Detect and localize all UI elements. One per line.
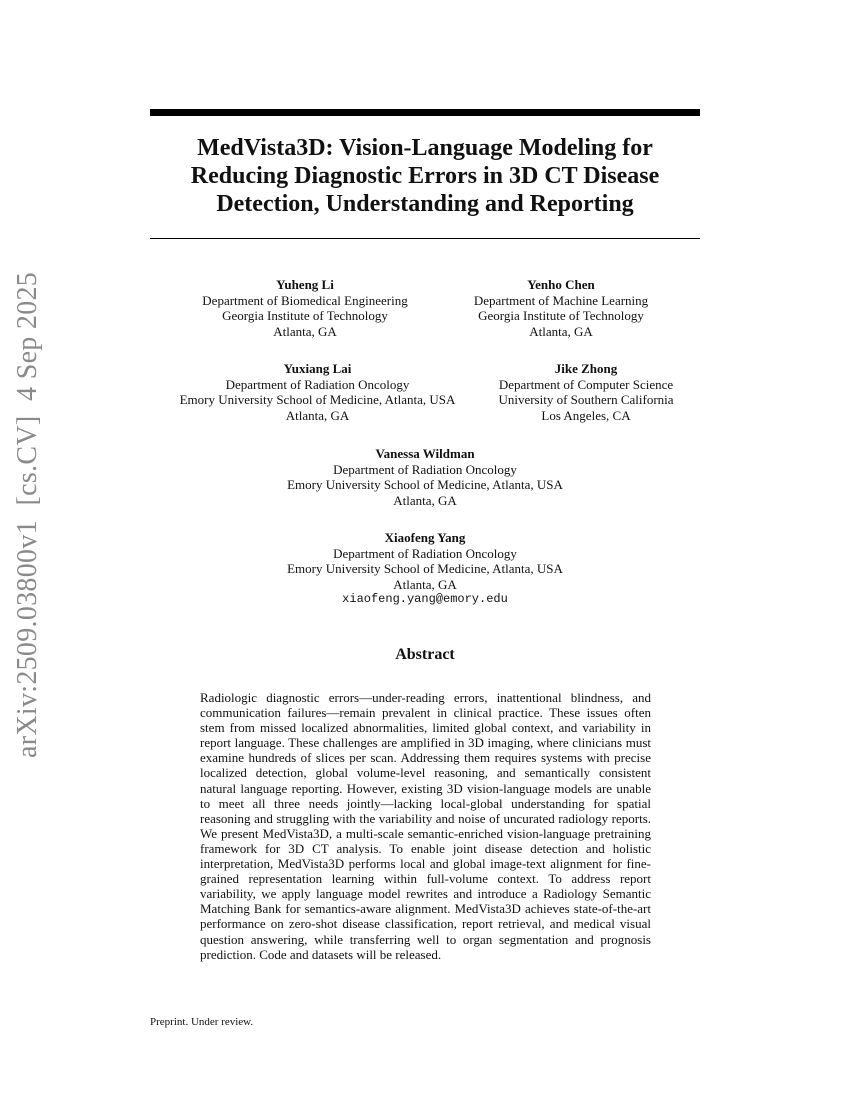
author-name: Xiaofeng Yang	[384, 530, 466, 545]
author-institution: Georgia Institute of Technology	[222, 308, 388, 323]
author-location: Atlanta, GA	[285, 407, 350, 423]
author-block-3	[160, 361, 475, 423]
author-name: Vanessa Wildman	[375, 446, 475, 461]
author-location: Los Angeles, CA	[541, 407, 631, 423]
author-institution: Georgia Institute of Technology	[478, 308, 644, 323]
author-name: Yuheng Li	[276, 277, 334, 292]
author-institution: University of Southern California	[498, 392, 674, 407]
footer-note: Preprint. Under review.	[150, 1016, 254, 1028]
author-block-5	[150, 446, 700, 508]
author-department: Department of Machine Learning	[473, 292, 649, 308]
author-block-6	[150, 530, 700, 608]
author-department: Department of Computer Science	[498, 376, 674, 392]
author-location: Atlanta, GA	[273, 323, 337, 339]
title-top-rule	[150, 109, 700, 116]
paper-title: MedVista3D: Vision-Language Modeling for Reducing Diagnostic Errors in 3D CT Disease Detection, Understanding and Reporting	[190, 135, 660, 217]
arxiv-identifier-stamp: arXiv:2509.03800v1 [cs.CV] 4 Sep 2025	[12, 271, 43, 758]
author-institution: Emory University School of Medicine, Atlanta, USA	[179, 392, 456, 407]
author-name: Yenho Chen	[527, 277, 595, 292]
author-department: Department of Radiation Oncology	[225, 376, 410, 392]
author-institution: Emory University School of Medicine, Atlanta, USA	[287, 477, 563, 492]
abstract-text: Radiologic diagnostic errors—under-reading errors, inattentional blindness, and communication failures—remain prevalent in clinical practice. These issues often stem from missed localized abnormalities, limited global context, and variability in report language. These challenges are amplified in 3D imaging, where clinicians must examine hundreds of slices per scan. Addressing them requires systems with precise localized detection, global volume-level reasoning, and semantically consistent natural language reporting. However, existing 3D vision-language models are unable to meet all three needs jointly—lacking local-global understanding for spatial reasoning and struggling with the variability and noise of uncurated radiology reports. We present MedVista3D, a multi-scale semantic-enriched vision-language pretraining framework for 3D CT analysis. To enable joint disease detection and holistic interpretation, MedVista3D performs local and global image-text alignment for fine-grained representation learning within full-volume context. To address report variability, we apply language model rewrites and introduce a Radiology Semantic Matching Bank for semantics-aware alignment. MedVista3D achieves state-of-the-art performance on zero-shot disease classification, report retrieval, and medical visual question answering, while transferring well to organ segmentation and prognosis prediction. Code and datasets will be released.	[200, 690, 651, 962]
author-name: Yuxiang Lai	[283, 361, 352, 376]
author-department: Department of Radiation Oncology	[333, 545, 517, 561]
author-email: xiaofeng.yang@emory.edu	[342, 592, 508, 606]
author-block-1	[165, 277, 445, 339]
author-location: Atlanta, GA	[529, 323, 593, 339]
title-bottom-rule	[150, 238, 700, 239]
author-location: Atlanta, GA	[393, 576, 457, 592]
author-name: Jike Zhong	[554, 361, 618, 376]
author-location: Atlanta, GA	[393, 492, 457, 508]
author-block-2	[446, 277, 676, 339]
author-institution: Emory University School of Medicine, Atlanta, USA	[287, 561, 563, 576]
author-block-4	[481, 361, 691, 423]
author-department: Department of Biomedical Engineering	[202, 292, 408, 308]
abstract-heading: Abstract	[395, 646, 455, 663]
author-department: Department of Radiation Oncology	[333, 461, 517, 477]
